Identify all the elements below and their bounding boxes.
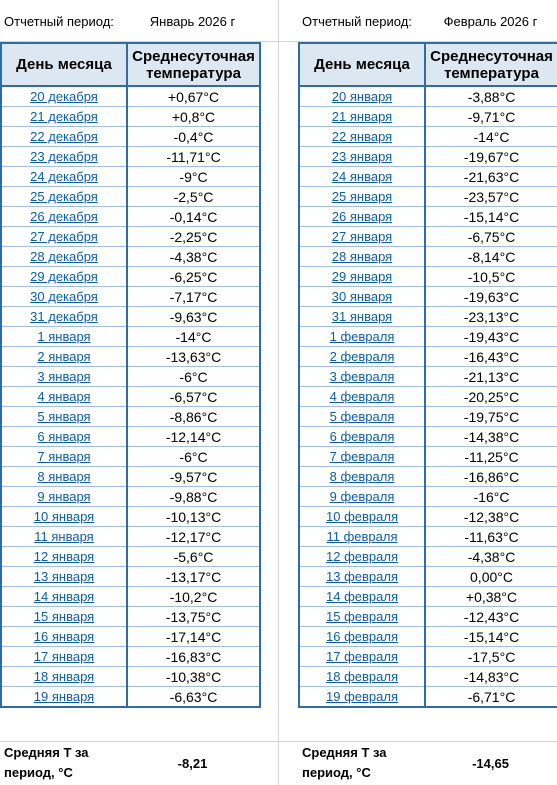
sheet-gridline-mid xyxy=(278,0,279,785)
table-row xyxy=(299,287,557,307)
day-link[interactable]: 20 января xyxy=(299,86,425,107)
temperature-cell[interactable]: -6°C xyxy=(127,447,260,467)
temperature-cell[interactable]: -10,38°C xyxy=(127,667,260,687)
day-link[interactable]: 30 января xyxy=(299,287,425,307)
temperature-table xyxy=(298,42,557,708)
table-row xyxy=(1,687,260,708)
temperature-cell[interactable]: -13,17°C xyxy=(127,567,260,587)
day-link[interactable]: 12 января xyxy=(1,547,127,567)
table-row xyxy=(299,107,557,127)
day-link[interactable]: 3 января xyxy=(1,367,127,387)
table-row xyxy=(1,667,260,687)
table-row xyxy=(299,687,557,708)
period-value[interactable]: Январь 2026 г xyxy=(149,13,236,29)
table-row xyxy=(299,587,557,607)
table-row xyxy=(299,86,557,107)
temperature-table-january xyxy=(0,0,259,780)
temperature-cell[interactable]: -19,67°C xyxy=(425,147,557,167)
temperature-cell[interactable]: -23,57°C xyxy=(425,187,557,207)
day-link[interactable]: 18 февраля xyxy=(299,667,425,687)
table-row xyxy=(1,487,260,507)
day-link[interactable]: 13 февраля xyxy=(299,567,425,587)
temperature-cell[interactable]: -19,75°C xyxy=(425,407,557,427)
temperature-cell[interactable]: -13,75°C xyxy=(127,607,260,627)
temperature-cell[interactable]: -4,38°C xyxy=(425,547,557,567)
day-link[interactable]: 21 января xyxy=(299,107,425,127)
temperature-cell[interactable]: -16,43°C xyxy=(425,347,557,367)
table-row xyxy=(299,147,557,167)
table-row xyxy=(1,547,260,567)
day-link[interactable]: 16 января xyxy=(1,627,127,647)
temperature-cell[interactable]: -11,25°C xyxy=(425,447,557,467)
table-row xyxy=(1,107,260,127)
temperature-cell[interactable]: -10,13°C xyxy=(127,507,260,527)
temperature-cell[interactable]: -13,63°C xyxy=(127,347,260,367)
table-row xyxy=(299,127,557,147)
table-row xyxy=(299,367,557,387)
day-link[interactable]: 22 января xyxy=(299,127,425,147)
day-link[interactable]: 25 января xyxy=(299,187,425,207)
table-row xyxy=(1,527,260,547)
table-row xyxy=(1,327,260,347)
temperature-cell[interactable]: -4,38°C xyxy=(127,247,260,267)
table-row xyxy=(299,207,557,227)
day-link[interactable]: 14 января xyxy=(1,587,127,607)
day-link[interactable]: 7 января xyxy=(1,447,127,467)
day-link[interactable]: 26 января xyxy=(299,207,425,227)
day-link[interactable]: 1 февраля xyxy=(299,327,425,347)
day-link[interactable]: 26 декабря xyxy=(1,207,127,227)
day-link[interactable]: 7 февраля xyxy=(299,447,425,467)
day-link[interactable]: 15 января xyxy=(1,607,127,627)
period-row xyxy=(298,0,557,42)
table-row xyxy=(299,227,557,247)
temperature-cell[interactable]: -8,14°C xyxy=(425,247,557,267)
temperature-cell[interactable]: -23,13°C xyxy=(425,307,557,327)
day-link[interactable]: 1 января xyxy=(1,327,127,347)
temperature-cell[interactable]: -7,17°C xyxy=(127,287,260,307)
average-row xyxy=(0,741,259,785)
day-link[interactable]: 22 декабря xyxy=(1,127,127,147)
table-row xyxy=(299,467,557,487)
table-row xyxy=(1,647,260,667)
table-row xyxy=(1,267,260,287)
temperature-cell[interactable]: -16,86°C xyxy=(425,467,557,487)
day-link[interactable]: 17 февраля xyxy=(299,647,425,667)
table-row xyxy=(1,207,260,227)
temperature-cell[interactable]: -5,6°C xyxy=(127,547,260,567)
temperature-cell[interactable]: -12,43°C xyxy=(425,607,557,627)
temperature-cell[interactable]: -16,83°C xyxy=(127,647,260,667)
day-link[interactable]: 4 января xyxy=(1,387,127,407)
temperature-cell[interactable]: -14,83°C xyxy=(425,667,557,687)
temperature-cell[interactable]: -9,71°C xyxy=(425,107,557,127)
temperature-cell[interactable]: -3,88°C xyxy=(425,86,557,107)
day-link[interactable]: 19 февраля xyxy=(299,687,425,708)
day-link[interactable]: 20 декабря xyxy=(1,86,127,107)
average-label: Средняя Т за период, °С xyxy=(4,745,89,780)
table-row xyxy=(1,247,260,267)
table-row xyxy=(299,427,557,447)
day-link[interactable]: 31 декабря xyxy=(1,307,127,327)
day-link[interactable]: 28 января xyxy=(299,247,425,267)
temperature-cell[interactable]: -6°C xyxy=(127,367,260,387)
temperature-cell[interactable]: -16°C xyxy=(425,487,557,507)
average-label: Средняя Т за период, °С xyxy=(302,745,387,780)
day-link[interactable]: 4 февраля xyxy=(299,387,425,407)
temperature-cell[interactable]: -9,57°C xyxy=(127,467,260,487)
table-row xyxy=(1,467,260,487)
table-row xyxy=(299,307,557,327)
day-link[interactable]: 23 января xyxy=(299,147,425,167)
table-row xyxy=(299,667,557,687)
temperature-cell[interactable]: -10,2°C xyxy=(127,587,260,607)
table-row xyxy=(299,547,557,567)
table-row xyxy=(299,527,557,547)
temperature-cell[interactable]: +0,67°C xyxy=(127,86,260,107)
day-link[interactable]: 24 декабря xyxy=(1,167,127,187)
table-row xyxy=(1,287,260,307)
table-row xyxy=(299,407,557,427)
day-link[interactable]: 8 января xyxy=(1,467,127,487)
table-row xyxy=(299,247,557,267)
table-row xyxy=(299,447,557,467)
day-link[interactable]: 19 января xyxy=(1,687,127,708)
table-row xyxy=(1,167,260,187)
table-row xyxy=(1,367,260,387)
temperature-cell[interactable]: +0,8°C xyxy=(127,107,260,127)
temperature-cell[interactable]: -14°C xyxy=(425,127,557,147)
table-row xyxy=(299,167,557,187)
table-row xyxy=(1,347,260,367)
day-link[interactable]: 12 февраля xyxy=(299,547,425,567)
day-link[interactable]: 29 января xyxy=(299,267,425,287)
temperature-cell[interactable]: -2,25°C xyxy=(127,227,260,247)
table-row xyxy=(299,607,557,627)
day-link[interactable]: 2 января xyxy=(1,347,127,367)
temperature-table xyxy=(0,42,261,708)
temperature-cell[interactable]: -19,43°C xyxy=(425,327,557,347)
temperature-cell[interactable]: -21,13°C xyxy=(425,367,557,387)
average-value[interactable]: -14,65 xyxy=(472,755,509,771)
temperature-cell[interactable]: -17,5°C xyxy=(425,647,557,667)
temperature-cell[interactable]: -12,17°C xyxy=(127,527,260,547)
day-link[interactable]: 6 января xyxy=(1,427,127,447)
temperature-cell[interactable]: -6,57°C xyxy=(127,387,260,407)
day-link[interactable]: 23 декабря xyxy=(1,147,127,167)
day-link[interactable]: 31 января xyxy=(299,307,425,327)
day-link[interactable]: 11 января xyxy=(1,527,127,547)
table-row xyxy=(1,147,260,167)
table-row xyxy=(1,587,260,607)
table-row xyxy=(1,507,260,527)
table-row xyxy=(1,387,260,407)
temperature-cell[interactable]: -2,5°C xyxy=(127,187,260,207)
day-link[interactable]: 24 января xyxy=(299,167,425,187)
temperature-cell[interactable]: -10,5°C xyxy=(425,267,557,287)
temperature-cell[interactable]: -12,14°C xyxy=(127,427,260,447)
temperature-cell[interactable]: -0,14°C xyxy=(127,207,260,227)
temperature-cell[interactable]: -15,14°C xyxy=(425,207,557,227)
table-row xyxy=(299,647,557,667)
temperature-cell[interactable]: -9,63°C xyxy=(127,307,260,327)
day-link[interactable]: 13 января xyxy=(1,567,127,587)
day-link[interactable]: 15 февраля xyxy=(299,607,425,627)
day-link[interactable]: 9 февраля xyxy=(299,487,425,507)
table-row xyxy=(1,627,260,647)
table-row xyxy=(1,307,260,327)
table-row xyxy=(1,607,260,627)
day-link[interactable]: 17 января xyxy=(1,647,127,667)
period-value[interactable]: Февраль 2026 г xyxy=(443,13,538,29)
day-link[interactable]: 6 февраля xyxy=(299,427,425,447)
temperature-table-february xyxy=(298,0,557,780)
temperature-cell[interactable]: -6,75°C xyxy=(425,227,557,247)
period-label: Отчетный период: xyxy=(302,13,412,29)
temperature-cell[interactable]: -21,63°C xyxy=(425,167,557,187)
temperature-cell[interactable]: -17,14°C xyxy=(127,627,260,647)
table-row xyxy=(299,327,557,347)
day-link[interactable]: 21 декабря xyxy=(1,107,127,127)
day-link[interactable]: 14 февраля xyxy=(299,587,425,607)
day-link[interactable]: 18 января xyxy=(1,667,127,687)
table-row xyxy=(1,427,260,447)
temperature-cell[interactable]: -14,38°C xyxy=(425,427,557,447)
table-row xyxy=(1,227,260,247)
temperature-cell[interactable]: -19,63°C xyxy=(425,287,557,307)
day-link[interactable]: 16 февраля xyxy=(299,627,425,647)
temperature-cell[interactable]: -6,63°C xyxy=(127,687,260,708)
temperature-cell[interactable]: -9,88°C xyxy=(127,487,260,507)
day-link[interactable]: 3 февраля xyxy=(299,367,425,387)
day-link[interactable]: 29 декабря xyxy=(1,267,127,287)
temperature-cell[interactable]: -8,86°C xyxy=(127,407,260,427)
table-row xyxy=(1,86,260,107)
temperature-cell[interactable]: -6,25°C xyxy=(127,267,260,287)
day-link[interactable]: 25 декабря xyxy=(1,187,127,207)
table-row xyxy=(1,407,260,427)
table-row xyxy=(299,267,557,287)
table-row xyxy=(299,347,557,367)
day-link[interactable]: 27 января xyxy=(299,227,425,247)
day-link[interactable]: 30 декабря xyxy=(1,287,127,307)
temperature-cell[interactable]: -0,4°C xyxy=(127,127,260,147)
day-link[interactable]: 27 декабря xyxy=(1,227,127,247)
temperature-cell[interactable]: 0,00°C xyxy=(425,567,557,587)
period-label: Отчетный период: xyxy=(4,13,114,29)
average-value[interactable]: -8,21 xyxy=(177,755,208,771)
day-link[interactable]: 28 декабря xyxy=(1,247,127,267)
day-link[interactable]: 9 января xyxy=(1,487,127,507)
temperature-cell[interactable]: -15,14°C xyxy=(425,627,557,647)
day-link[interactable]: 10 января xyxy=(1,507,127,527)
day-link[interactable]: 8 февраля xyxy=(299,467,425,487)
header-day: День месяца xyxy=(299,43,425,86)
table-row xyxy=(299,487,557,507)
table-row xyxy=(299,187,557,207)
table-row xyxy=(299,387,557,407)
day-link[interactable]: 5 января xyxy=(1,407,127,427)
table-row xyxy=(1,567,260,587)
temperature-cell[interactable]: +0,38°C xyxy=(425,587,557,607)
temperature-cell[interactable]: -20,25°C xyxy=(425,387,557,407)
table-row xyxy=(1,447,260,467)
table-row xyxy=(1,127,260,147)
temperature-cell[interactable]: -14°C xyxy=(127,327,260,347)
average-row xyxy=(298,741,557,785)
temperature-cell[interactable]: -9°C xyxy=(127,167,260,187)
day-link[interactable]: 11 февраля xyxy=(299,527,425,547)
header-temperature: Среднесуточная температура xyxy=(127,43,260,86)
day-link[interactable]: 5 февраля xyxy=(299,407,425,427)
table-row xyxy=(299,567,557,587)
table-row xyxy=(299,627,557,647)
day-link[interactable]: 10 февраля xyxy=(299,507,425,527)
table-row xyxy=(1,187,260,207)
period-row xyxy=(0,0,259,42)
header-temperature: Среднесуточная температура xyxy=(425,43,557,86)
temperature-cell[interactable]: -11,63°C xyxy=(425,527,557,547)
table-row xyxy=(299,507,557,527)
day-link[interactable]: 2 февраля xyxy=(299,347,425,367)
header-day: День месяца xyxy=(1,43,127,86)
temperature-cell[interactable]: -12,38°C xyxy=(425,507,557,527)
temperature-cell[interactable]: -6,71°C xyxy=(425,687,557,708)
temperature-cell[interactable]: -11,71°C xyxy=(127,147,260,167)
